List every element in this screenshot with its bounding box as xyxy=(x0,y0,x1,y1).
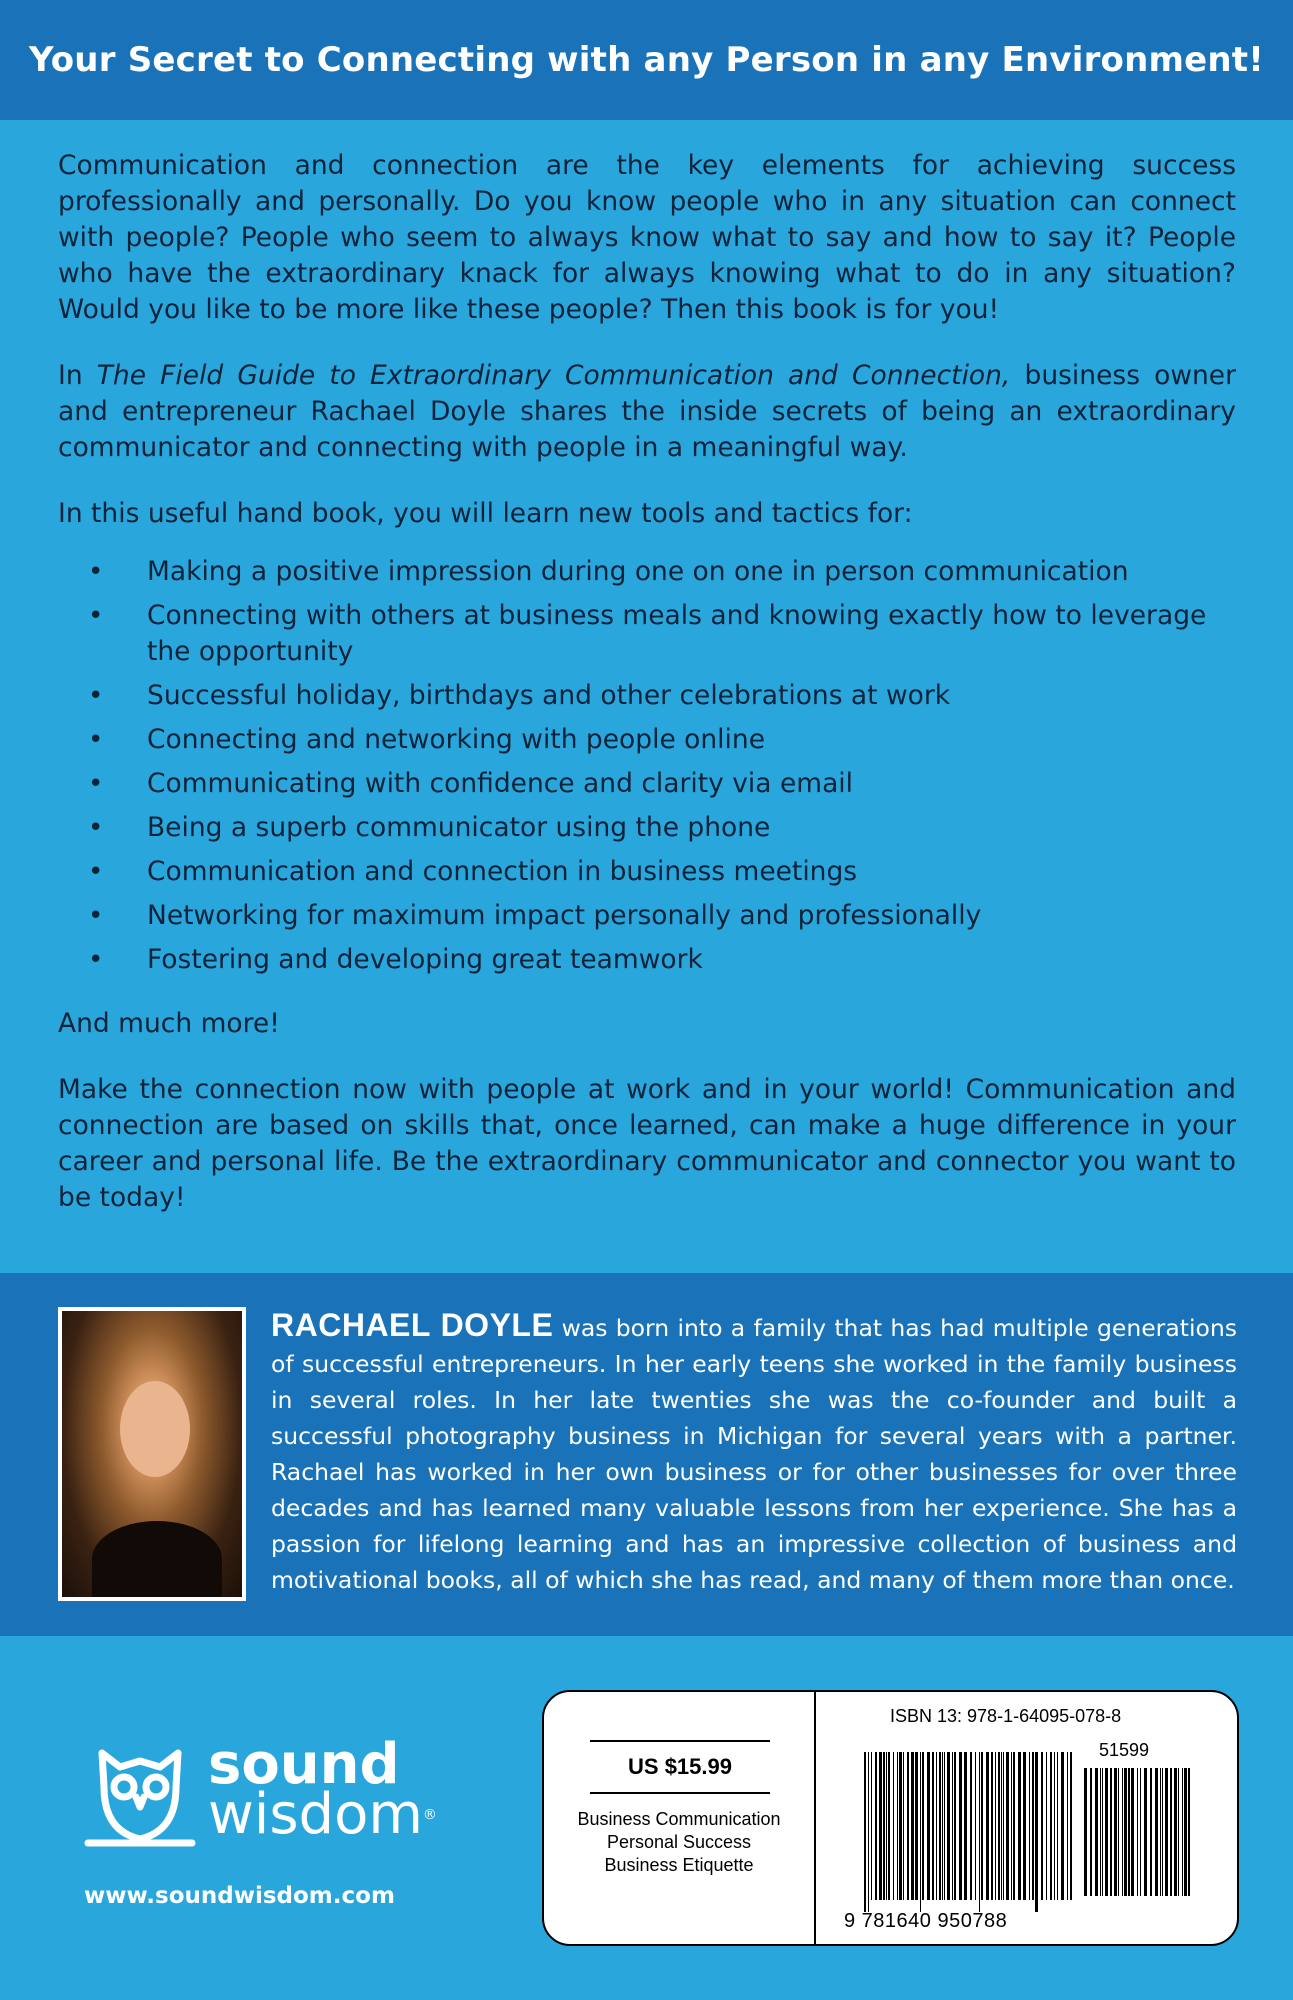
barcode-bar xyxy=(964,1752,967,1900)
addon-barcode xyxy=(1084,1768,1194,1908)
barcode-bar xyxy=(1184,1768,1187,1896)
barcode-bar xyxy=(986,1752,989,1900)
barcode-bar xyxy=(975,1752,976,1900)
list-item-text: Communicating with confidence and clarity via email xyxy=(147,768,854,799)
barcode-bar xyxy=(915,1752,918,1900)
isbn-label: ISBN 13: 978-1-64095-078-8 xyxy=(890,1706,1122,1726)
author-band xyxy=(0,1273,1293,1636)
author-bio xyxy=(271,1307,1237,1598)
category-item: Business Communication xyxy=(577,1809,781,1829)
list-item xyxy=(58,766,1236,802)
list-item-text: Connecting with others at business meals and knowing exactly how to leverage the opportunity xyxy=(147,600,1207,667)
barcode-bar xyxy=(1122,1768,1123,1896)
book-paragraph-lead: In xyxy=(58,360,97,391)
barcode-bar xyxy=(922,1752,924,1900)
barcode-bar xyxy=(1095,1768,1098,1896)
barcode-bar xyxy=(1006,1752,1009,1900)
list-item-text: Fostering and developing great teamwork xyxy=(147,944,703,975)
isbn-barcode xyxy=(864,1752,1076,1912)
barcode-bar xyxy=(1162,1768,1163,1896)
author-name: RACHAEL DOYLE xyxy=(271,1307,554,1343)
barcode-bar xyxy=(1140,1768,1141,1896)
barcode-bar xyxy=(1084,1768,1087,1896)
barcode-bar xyxy=(970,1752,972,1900)
bullet-icon: • xyxy=(88,725,104,755)
publisher-name-wisdom xyxy=(208,1782,437,1847)
bullet-icon: • xyxy=(88,681,104,711)
book-paragraph-rest: business owner and entrepreneur Rachael Doyle shares the inside secrets of being an extraordinary communicator and connecting with people in a meaningful way. xyxy=(58,360,1237,463)
list-item-text: Being a superb communicator using the phone xyxy=(147,812,771,843)
barcode-bar xyxy=(1054,1752,1055,1900)
author-photo-frame xyxy=(58,1307,246,1601)
bullet-icon: • xyxy=(88,857,104,887)
owl-icon xyxy=(80,1735,200,1855)
barcode-bar xyxy=(907,1752,909,1900)
author-bio-text: was born into a family that has had multiple generations of successful entrepreneurs. In her early teens she worked in the family business in several roles. In her late twenties she was the co-founder and built a successful photography business in Michigan for several years with a partner. Rachael has worked in her own business or for other businesses for over three decades and has learned many valuable lessons from her experience. She has a passion for lifelong learning and has an impressive collection of business and motivational books, all of which she has read, and many of them more than once. xyxy=(271,1314,1237,1594)
bullet-icon: • xyxy=(88,601,104,631)
list-item-text: Networking for maximum impact personally and professionally xyxy=(147,900,982,931)
barcode-bar xyxy=(1011,1752,1012,1900)
category-item: Personal Success xyxy=(606,1832,752,1852)
barcode-bar xyxy=(1118,1768,1119,1896)
barcode-bar xyxy=(1165,1768,1168,1896)
barcode-bar xyxy=(1001,1752,1002,1900)
price-label: US $15.99 xyxy=(590,1740,770,1794)
barcode-bar xyxy=(1102,1768,1103,1896)
bullet-icon: • xyxy=(88,557,104,587)
publisher-name-wisdom-text: wisdom xyxy=(208,1782,423,1847)
barcode-bar xyxy=(944,1752,945,1900)
intro-paragraph: Communication and connection are the key elements for achieving success professionally and personally. Do you know people who in any situation can connect with people? People who seem to always know what to say and how to say it? People who have the extraordinary knack for always knowing what to do in any situation? Would you like to be more like these people? Then this book is for you! xyxy=(58,150,1236,325)
barcode-bar xyxy=(888,1752,890,1900)
barcode-bar xyxy=(886,1752,887,1900)
barcode-bar xyxy=(871,1752,872,1900)
barcode-bar xyxy=(1131,1768,1134,1896)
closing-paragraph: Make the connection now with people at work and in your world! Communication and connection are based on skills that, once learned, can make a huge difference in your career and personal life. Be the extraordinary communicator and connector you want to be today! xyxy=(58,1074,1236,1213)
book-paragraph xyxy=(58,358,1236,466)
barcode-bar xyxy=(893,1752,894,1900)
barcode-bar xyxy=(1070,1752,1072,1900)
barcode-bar xyxy=(1105,1768,1108,1896)
barcode-bar xyxy=(1174,1768,1177,1896)
barcode-bar xyxy=(920,1752,921,1912)
barcode-bar xyxy=(1046,1752,1047,1900)
registered-mark: ® xyxy=(422,1807,437,1823)
barcode-bar xyxy=(995,1752,996,1900)
publisher-logo xyxy=(80,1732,480,1935)
barcode-bar xyxy=(1170,1768,1172,1896)
bullet-icon: • xyxy=(88,945,104,975)
publisher-name-sound: sound xyxy=(208,1732,400,1797)
bullet-icon: • xyxy=(88,901,104,931)
headline: Your Secret to Connecting with any Person in any Environment! xyxy=(29,40,1264,80)
barcode-bar xyxy=(1023,1752,1026,1900)
barcode-bar xyxy=(1050,1752,1052,1900)
category-item: Business Etiquette xyxy=(604,1855,754,1875)
barcode-bar xyxy=(942,1752,943,1900)
addon-code: 51599 xyxy=(1099,1740,1150,1760)
barcode-bar xyxy=(1144,1768,1147,1896)
barcode-bar xyxy=(981,1752,983,1900)
barcode-bar xyxy=(1029,1752,1030,1900)
barcode-bar xyxy=(1124,1768,1127,1896)
barcode-bar xyxy=(883,1752,885,1900)
barcode-bar xyxy=(911,1752,914,1900)
author-shirt xyxy=(92,1521,222,1597)
barcode-bar xyxy=(1041,1752,1043,1900)
barcode-bar xyxy=(1178,1768,1179,1896)
barcode-bar xyxy=(1035,1752,1038,1912)
barcode-bar xyxy=(1090,1768,1092,1896)
barcode-bar xyxy=(927,1752,930,1900)
barcode-bar xyxy=(932,1752,934,1900)
bullet-icon: • xyxy=(88,769,104,799)
list-item xyxy=(58,598,1236,670)
book-title: The Field Guide to Extraordinary Communication and Connection, xyxy=(96,360,1011,391)
box-divider xyxy=(814,1692,816,1944)
list-item xyxy=(58,898,1236,934)
list-item xyxy=(58,678,1236,714)
barcode-bar xyxy=(1018,1752,1021,1900)
barcode-bar xyxy=(899,1752,902,1900)
topic-list xyxy=(58,554,1236,978)
list-item-text: Successful holiday, birthdays and other celebrations at work xyxy=(147,680,951,711)
barcode-bar xyxy=(1057,1752,1058,1900)
barcode-bar xyxy=(1188,1768,1190,1896)
barcode-bar xyxy=(991,1752,993,1900)
barcode-bar xyxy=(1110,1768,1112,1896)
barcode-bar xyxy=(952,1752,953,1900)
barcode-bar xyxy=(864,1752,866,1912)
publisher-url: www.soundwisdom.com xyxy=(84,1883,395,1909)
barcode-bar xyxy=(1100,1768,1101,1896)
barcode-bar xyxy=(1137,1768,1138,1896)
barcode-bar xyxy=(897,1752,898,1900)
barcode-bar xyxy=(1061,1752,1064,1900)
barcode-bar xyxy=(959,1752,962,1900)
barcode-bar xyxy=(1160,1768,1161,1896)
barcode-bar xyxy=(903,1752,904,1900)
much-more: And much more! xyxy=(58,1008,280,1039)
barcode-bar xyxy=(1032,1752,1034,1900)
barcode-bar xyxy=(979,1752,980,1912)
barcode-bar xyxy=(998,1752,1000,1900)
learn-intro: In this useful hand book, you will learn new tools and tactics for: xyxy=(58,498,913,529)
barcode-bar xyxy=(1155,1768,1158,1896)
description xyxy=(58,148,1236,1246)
barcode-bar xyxy=(1067,1752,1068,1900)
author-face xyxy=(120,1381,190,1477)
barcode-box xyxy=(542,1690,1239,1946)
barcode-bar xyxy=(936,1752,937,1900)
category-list xyxy=(544,1808,814,1877)
barcode-bar xyxy=(1114,1768,1117,1896)
list-item xyxy=(58,854,1236,890)
barcode-bar xyxy=(1150,1768,1152,1896)
list-item xyxy=(58,722,1236,758)
bullet-icon: • xyxy=(88,813,104,843)
barcode-bar xyxy=(868,1752,869,1912)
list-item xyxy=(58,942,1236,978)
barcode-bar xyxy=(1013,1752,1015,1900)
list-item xyxy=(58,554,1236,590)
barcode-bar xyxy=(947,1752,950,1900)
list-item xyxy=(58,810,1236,846)
barcode-bar xyxy=(1003,1752,1004,1900)
barcode-digits: 9 781640 950788 xyxy=(844,1910,1008,1932)
barcode-bar xyxy=(879,1752,882,1900)
author-photo xyxy=(62,1311,242,1597)
barcode-bar xyxy=(875,1752,877,1900)
barcode-bar xyxy=(1182,1768,1183,1896)
list-item-text: Making a positive impression during one on one in person communication xyxy=(147,556,1129,587)
barcode-bar xyxy=(1128,1768,1130,1896)
list-item-text: Communication and connection in business meetings xyxy=(147,856,858,887)
barcode-bar xyxy=(954,1752,956,1900)
headline-band xyxy=(0,0,1293,120)
list-item-text: Connecting and networking with people online xyxy=(147,724,766,755)
barcode-bar xyxy=(939,1752,941,1900)
